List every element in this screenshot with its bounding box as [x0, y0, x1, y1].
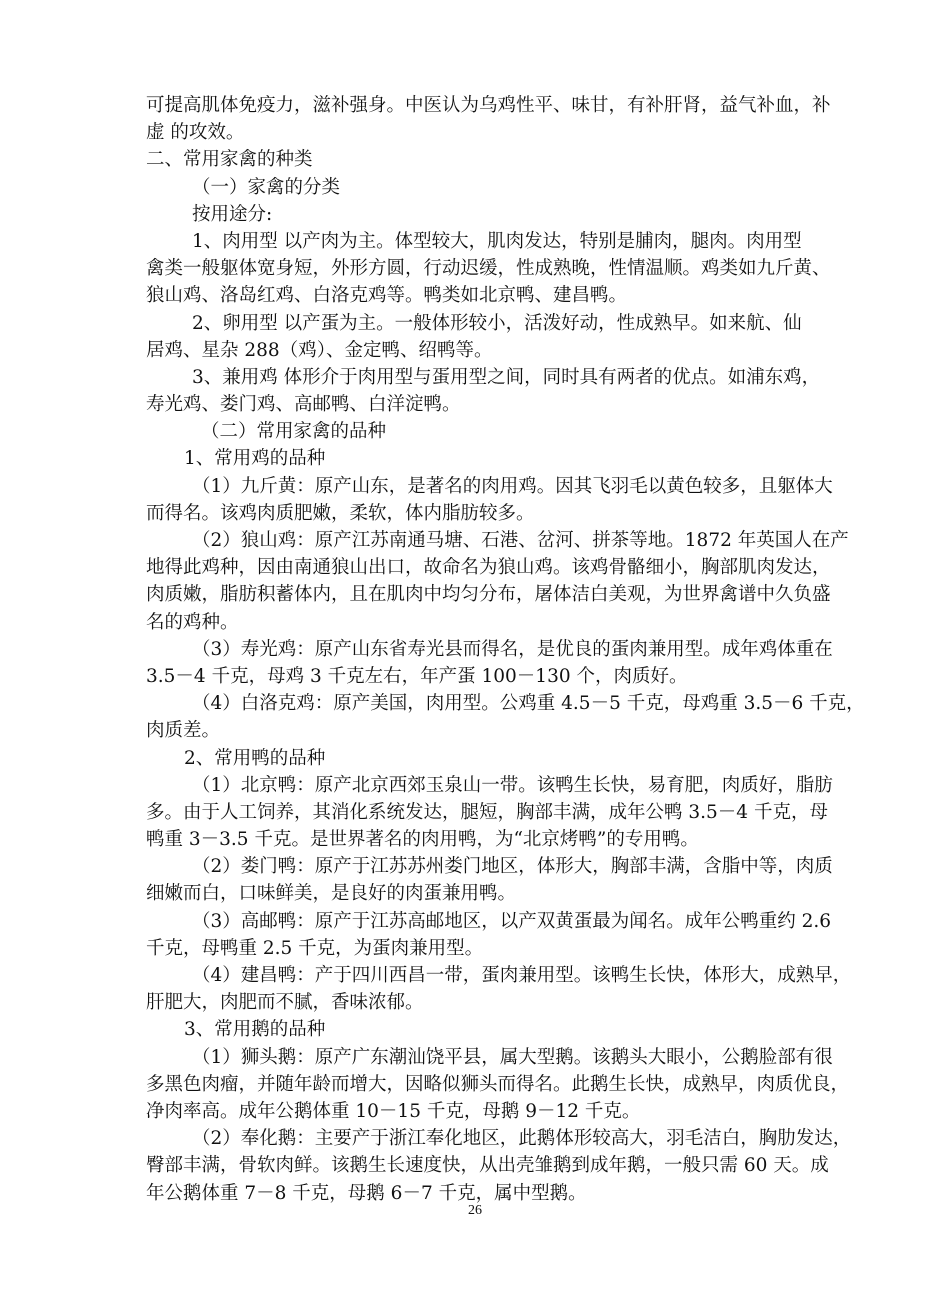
- text-line: （3）寿光鸡：原产山东省寿光县而得名，是优良的蛋肉兼用型。成年鸡体重在: [192, 638, 833, 660]
- text-line: 狼山鸡、洛岛红鸡、白洛克鸡等。鸭类如北京鸭、建昌鸭。: [146, 285, 628, 307]
- text-line: 3、常用鹅的品种: [184, 1019, 326, 1041]
- text-line: 年公鹅体重 7－8 千克，母鹅 6－7 千克，属中型鹅。: [146, 1182, 587, 1204]
- text-line: 细嫩而白，口味鲜美，是良好的肉蛋兼用鸭。: [146, 883, 517, 905]
- text-line: 寿光鸡、娄门鸡、高邮鸭、白洋淀鸭。: [146, 394, 461, 416]
- text-line: 1、常用鸡的品种: [184, 448, 326, 470]
- text-line: 二、常用家禽的种类: [146, 149, 313, 171]
- text-line: 多黑色肉瘤，并随年龄而增大，因略似狮头而得名。此鹅生长快，成熟早，肉质优良，: [146, 1073, 850, 1095]
- text-line: （4）白洛克鸡：原产美国，肉用型。公鸡重 4.5－5 千克，母鸡重 3.5－6 千克，: [192, 693, 865, 715]
- text-line: （4）建昌鸭：产于四川西昌一带，蛋肉兼用型。该鸭生长快，体形大，成熟早，: [192, 965, 852, 986]
- page-number: 26: [468, 1203, 482, 1218]
- text-line: 肉质嫩，脂肪积蓄体内，且在肌肉中均匀分布，屠体洁白美观，为世界禽谱中久负盛: [146, 584, 831, 606]
- text-line: 而得名。该鸡肉质肥嫩，柔软，体内脂肪较多。: [146, 502, 535, 524]
- text-line: 虚 的攻效。: [146, 122, 245, 144]
- body-text: [146, 92, 894, 1207]
- text-line: （2）狼山鸡：原产江苏南通马塘、石港、岔河、拼茶等地。1872 年英国人在产: [192, 530, 849, 551]
- text-line: （一）家禽的分类: [192, 176, 341, 198]
- text-line: 2、卵用型 以产蛋为主。一般体形较小，活泼好动，性成熟早。如来航、仙: [192, 312, 802, 334]
- text-line: （2）奉化鹅：主要产于浙江奉化地区，此鹅体形较高大，羽毛洁白，胸肋发达，: [192, 1128, 852, 1150]
- text-line: 3、兼用鸡 体形介于肉用型与蛋用型之间，同时具有两者的优点。如浦东鸡，: [192, 366, 821, 388]
- text-line: 净肉率高。成年公鹅体重 10－15 千克，母鹅 9－12 千克。: [146, 1100, 641, 1122]
- text-line: 禽类一般躯体宽身短，外形方圆，行动迟缓，性成熟晚，性情温顺。鸡类如九斤黄、: [146, 258, 831, 280]
- text-line: （2）娄门鸭：原产于江苏苏州娄门地区，体形大，胸部丰满，含脂中等，肉质: [192, 856, 833, 878]
- text-line: 2、常用鸭的品种: [184, 747, 326, 769]
- text-line: 地得此鸡种，因由南通狼山出口，故命名为狼山鸡。该鸡骨骼细小，胸部肌肉发达，: [146, 557, 831, 579]
- text-line: 1、肉用型 以产肉为主。体型较大，肌肉发达，特别是脯肉，腿肉。肉用型: [192, 230, 802, 252]
- text-line: （3）高邮鸭：原产于江苏高邮地区，以产双黄蛋最为闻名。成年公鸭重约 2.6: [192, 910, 832, 932]
- text-line: 按用途分:: [192, 203, 273, 225]
- text-line: 千克，母鸭重 2.5 千克，为蛋肉兼用型。: [146, 937, 484, 959]
- text-line: 名的鸡种。: [146, 611, 239, 633]
- text-line: 鸭重 3－3.5 千克。是世界著名的肉用鸭，为“北京烤鸭”的专用鸭。: [146, 829, 699, 851]
- text-line: 肉质差。: [146, 720, 221, 742]
- text-line: （1）狮头鹅：原产广东潮汕饶平县，属大型鹅。该鹅头大眼小，公鹅脸部有很: [192, 1046, 833, 1068]
- text-line: 多。由于人工饲养，其消化系统发达，腿短，胸部丰满，成年公鸭 3.5－4 千克，母: [146, 801, 828, 823]
- text-line: 肝肥大，肉肥而不腻，香味浓郁。: [146, 992, 424, 1014]
- text-line: （1）九斤黄：原产山东，是著名的肉用鸡。因其飞羽毛以黄色较多，且躯体大: [192, 475, 833, 497]
- text-line: （二）常用家禽的品种: [201, 421, 387, 443]
- text-line: 可提高肌体免疫力，滋补强身。中医认为乌鸡性平、味甘，有补肝肾，益气补血，补: [146, 95, 831, 116]
- text-line: 臀部丰满，骨软肉鲜。该鹅生长速度快，从出壳雏鹅到成年鹅，一般只需 60 天。成: [146, 1155, 829, 1177]
- text-line: 3.5－4 千克，母鸡 3 千克左右，年产蛋 100－130 个，肉质好。: [146, 665, 688, 687]
- text-line: 居鸡、星杂 288（鸡）、金定鸭、绍鸭等。: [146, 339, 493, 361]
- text-line: （1）北京鸭：原产北京西郊玉泉山一带。该鸭生长快，易育肥，肉质好，脂肪: [192, 774, 833, 796]
